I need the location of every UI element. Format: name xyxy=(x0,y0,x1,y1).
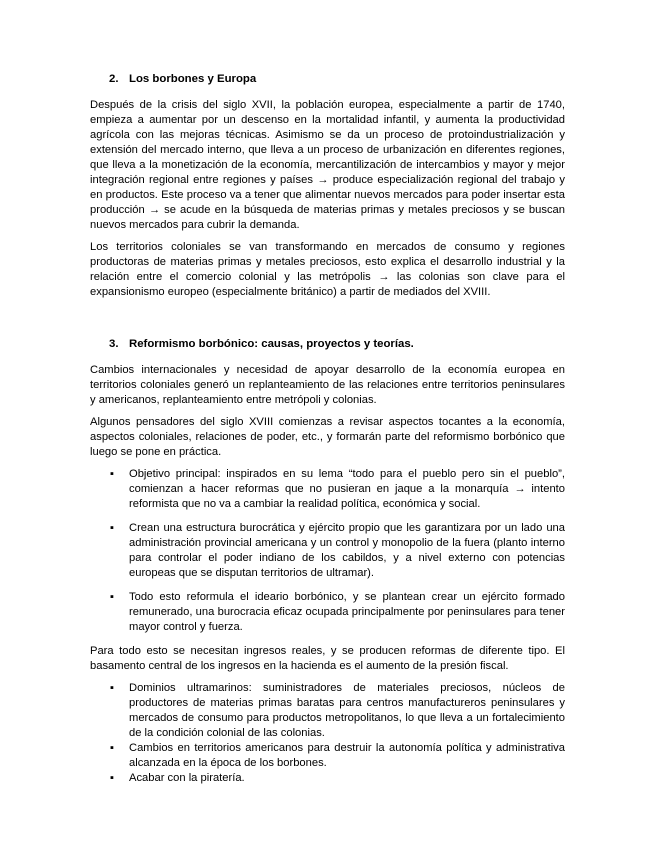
section-3-number: 3. xyxy=(109,338,119,350)
document-page xyxy=(90,72,565,794)
bullet-icon: ▪ xyxy=(110,591,114,603)
bullet-icon: ▪ xyxy=(110,742,114,754)
section-2-number: 2. xyxy=(109,73,119,85)
section-3-title: Reformismo borbónico: causas, proyectos y teorías. xyxy=(129,338,414,350)
section-3-heading xyxy=(109,337,565,352)
bullet-icon: ▪ xyxy=(110,772,114,784)
section-3-bullet-list xyxy=(90,467,565,635)
list-item: ▪ Objetivo principal: inspirados en su lema “todo para el pueblo pero sin el pueblo”, comienzan a hacer reformas que no pusieran en jaque a la monarquía → intento reformista que no va a cambiar la realidad política, económica y social. xyxy=(110,468,565,510)
list-item: ▪ Cambios en territorios americanos para destruir la autonomía política y administrativa alcanzada en la época de los borbones. xyxy=(110,742,565,769)
section-2-heading xyxy=(109,72,565,87)
section-2-paragraph-2: Los territorios coloniales se van transformando en mercados de consumo y regiones productoras de materias primas y metales preciosos, esto explica el desarrollo industrial y la relación entre el comercio colonial y las metrópolis → las colonias son clave para el expansionismo europeo (especialmente británico) a partir de mediados del XVIII. xyxy=(90,241,565,298)
bullet-icon: ▪ xyxy=(110,522,114,534)
section-2-paragraph-1: Después de la crisis del siglo XVII, la población europea, especialmente a partir de 1740, empieza a aumentar por un descenso en la mortalidad infantil, y aumenta la productividad agrícola con las mejoras técnicas. Asimismo se da un proceso de protoindustrialización y extensión del mercado interno, que lleva a un proceso de urbanización en diferentes regiones, que lleva a la monetización de la economía, mercantilización de intercambios y mayor y mejor integración regional entre regiones y países → produce especialización regional del trabajo y en productos. Este proceso va a tener que alimentar nuevos mercados para poder insertar esta producción → se acude en la búsqueda de materias primas y metales preciosos y se buscan nuevos mercados para cubrir la demanda. xyxy=(90,99,565,231)
section-3-paragraph-1: Cambios internacionales y necesidad de apoyar desarrollo de la economía europea en territorios coloniales generó un replanteamiento de las relaciones entre territorios peninsulares y americanos, replanteamiento entre metrópoli y colonias. xyxy=(90,364,565,406)
list-item: ▪ Dominios ultramarinos: suministradores de materiales preciosos, núcleos de productores de materias primas baratas para centros manufactureros peninsulares y mercados de consumo para productos metropolitanos, lo que lleva a un fortalecimiento de la condición colonial de las colonias. xyxy=(110,682,565,739)
section-3-paragraph-3: Para todo esto se necesitan ingresos reales, y se producen reformas de diferente tipo. El basamento central de los ingresos en la hacienda es el aumento de la presión fiscal. xyxy=(90,645,565,672)
section-3-bullet-list-2 xyxy=(90,681,565,786)
list-item: ▪ Acabar con la piratería. xyxy=(110,772,245,784)
bullet-icon: ▪ xyxy=(110,682,114,694)
list-item: ▪ Crean una estructura burocrática y ejército propio que les garantizara por un lado una administración provincial americana y un control y monopolio de la fuera (planto interno para controlar el poder indiano de los cabildos, y a nivel externo con potencias europeas que se disputan territorios de ultramar). xyxy=(110,522,565,579)
bullet-icon: ▪ xyxy=(110,468,114,480)
section-2-title: Los borbones y Europa xyxy=(129,73,257,85)
section-3-paragraph-2: Algunos pensadores del siglo XVIII comienzas a revisar aspectos tocantes a la economía, aspectos coloniales, relaciones de poder, etc., y formarán parte del reformismo borbónico que luego se pone en práctica. xyxy=(90,416,565,458)
list-item: ▪ Todo esto reformula el ideario borbónico, y se plantean crear un ejército formado remunerado, una burocracia eficaz ocupada principalmente por peninsulares para tener mayor control y fuerza. xyxy=(110,591,565,633)
